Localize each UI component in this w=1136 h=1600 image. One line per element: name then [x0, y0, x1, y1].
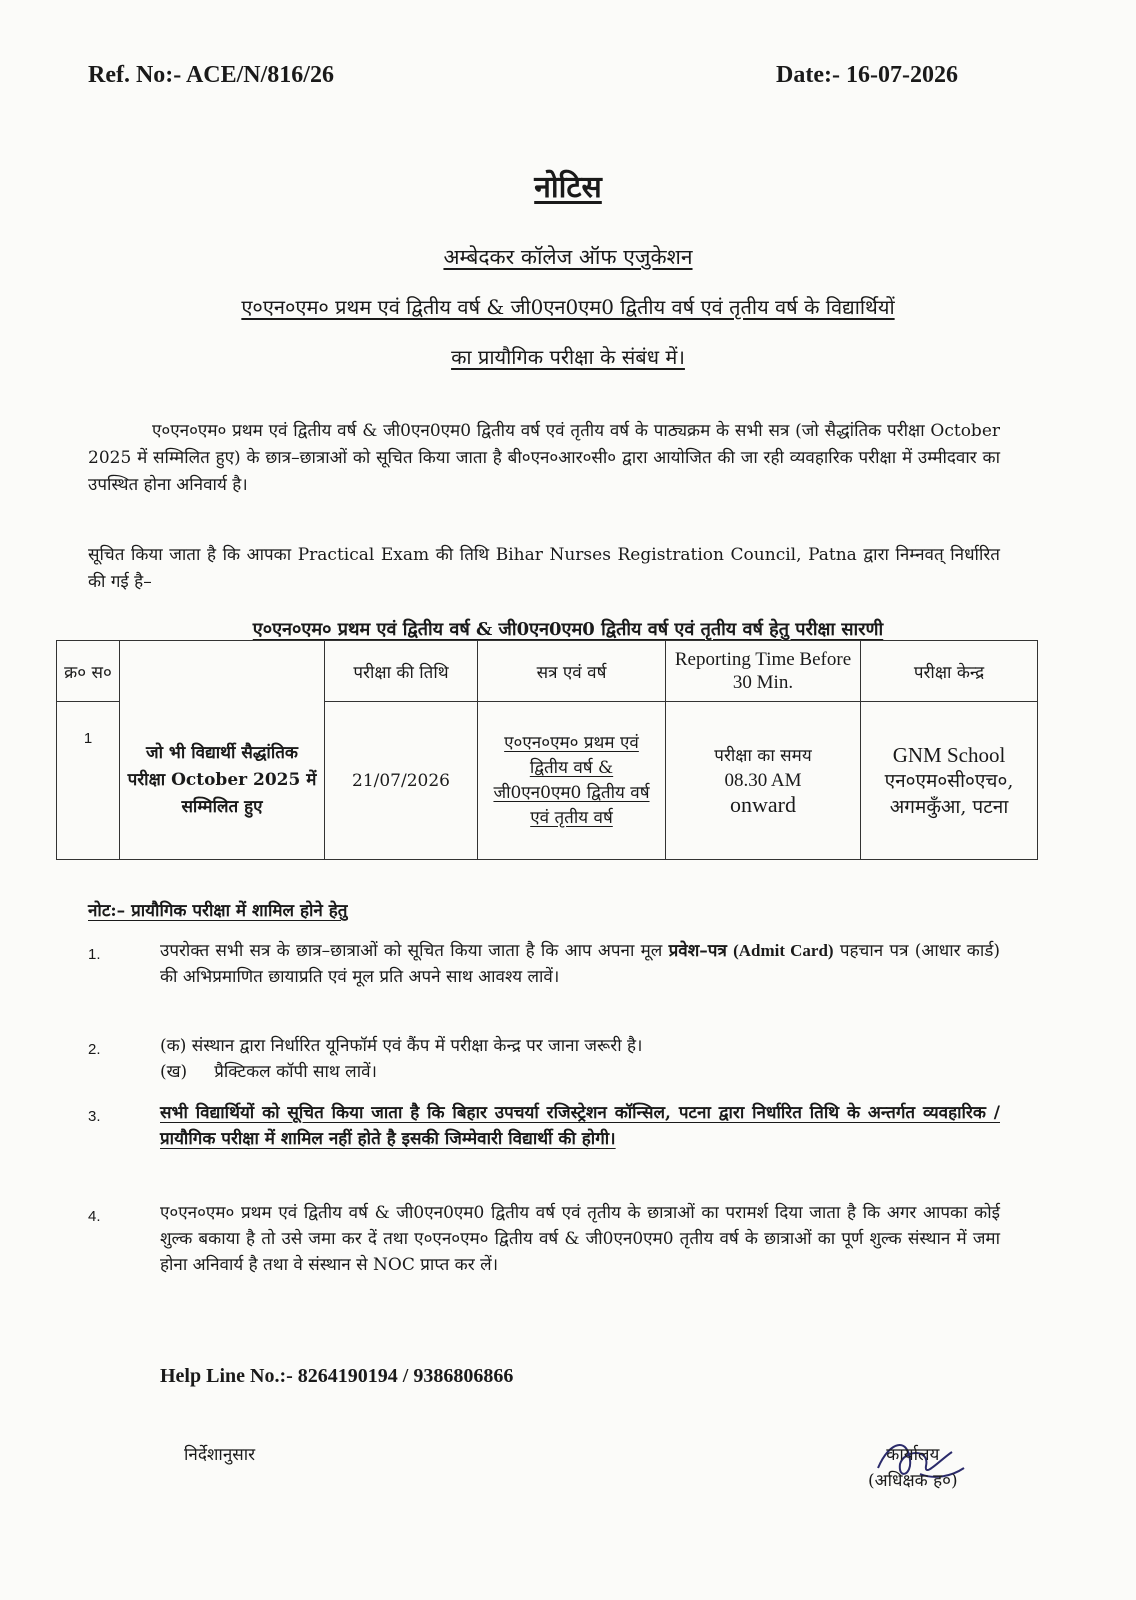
- centre-line-3: अगमकुँआ, पटना: [889, 795, 1009, 818]
- note-number-2: 2.: [88, 1041, 101, 1058]
- header-sno: क्र० स०: [57, 641, 120, 702]
- reference-number: Ref. No:- ACE/N/816/26: [88, 62, 334, 88]
- cell-exam-date: 21/07/2026: [325, 702, 478, 860]
- header-empty: [120, 641, 325, 702]
- intro-paragraph: ए०एन०एम० प्रथम एवं द्वितीय वर्ष & जी0एन0एम0 द्वितीय वर्ष एवं तृतीय वर्ष के पाठ्यक्रम के सभी सत्र (जो सैद्धांतिक परीक्षा October 2025 में सम्मिलित हुए) के छात्र–छात्राओं को सूचित किया जाता है बी०एन०आर०सी० द्वारा आयोजित की जा रही व्यवहारिक परीक्षा में उम्मीदवार का उपस्थित होना अनिवार्य है।: [88, 421, 1000, 495]
- office-block: [868, 1442, 958, 1494]
- note-item-2-line-1: (क) संस्थान द्वारा निर्धारित यूनिफॉर्म एवं कैंप में परीक्षा केन्द्र पर जाना जरूरी है।: [160, 1036, 643, 1056]
- cell-centre: [861, 702, 1038, 860]
- note-number-3: 3.: [88, 1108, 101, 1125]
- notice-title: नोटिस: [534, 170, 602, 205]
- exam-schedule-table: [56, 640, 1038, 860]
- note-item-1: उपरोक्त सभी सत्र के छात्र–छात्राओं को सूचित किया जाता है कि आप अपना मूल प्रवेश–पत्र (Admit Card) पहचान पत्र (आधार कार्ड) की अभिप्रमाणित छायाप्रति एवं मूल प्रति अपने साथ आवश्य लावें।: [160, 941, 1000, 987]
- centre-line-2: एन०एम०सी०एच०,: [884, 769, 1014, 792]
- cell-students: जो भी विद्यार्थी सैद्धांतिक परीक्षा October 2025 में सम्मिलित हुए: [120, 702, 325, 860]
- note-item-2-line-2: (ख) प्रैक्टिकल कॉपी साथ लावें।: [160, 1062, 377, 1082]
- superintendent-label: (अधिक्षक ह०): [868, 1471, 958, 1491]
- time-label: परीक्षा का समय: [714, 746, 812, 766]
- header-session: सत्र एवं वर्ष: [478, 641, 666, 702]
- office-label: कार्यालय: [886, 1445, 940, 1465]
- header-reporting-time: Reporting Time Before 30 Min.: [666, 641, 861, 702]
- notes-heading: नोट:– प्रायौगिक परीक्षा में शामिल होने हेतु: [88, 901, 348, 921]
- note-item-2: [160, 1033, 1000, 1085]
- college-name: अम्बेदकर कॉलेज ऑफ एजुकेशन: [443, 245, 693, 269]
- cell-sno: 1: [57, 702, 120, 860]
- subject-line-1: ए०एन०एम० प्रथम एवं द्वितीय वर्ष & जी0एन0एम0 द्वितीय वर्ष एवं तृतीय वर्ष के विद्यार्थियों: [241, 295, 895, 319]
- by-order-label: निर्देशानुसार: [184, 1445, 256, 1465]
- cell-session: ए०एन०एम० प्रथम एवं द्वितीय वर्ष & जी0एन0एम0 द्वितीय वर्ष एवं तृतीय वर्ष: [478, 702, 666, 860]
- table-caption: ए०एन०एम० प्रथम एवं द्वितीय वर्ष & जी0एन0एम0 द्वितीय वर्ष एवं तृतीय वर्ष हेतु परीक्षा सारणी: [252, 619, 884, 640]
- note-number-1: 1.: [88, 946, 101, 963]
- cell-time: [666, 702, 861, 860]
- subject-line-2: का प्रायौगिक परीक्षा के संबंध में।: [451, 345, 685, 369]
- header-exam-date: परीक्षा की तिथि: [325, 641, 478, 702]
- note-item-3: सभी विद्यार्थियों को सूचित किया जाता है कि बिहार उपचर्या रजिस्ट्रेशन कॉन्सिल, पटना द्वारा निर्धारित तिथि के अन्तर्गत व्यवहारिक / प्रायौगिक परीक्षा में शामिल नहीं होते है इसकी जिम्मेवारी विद्यार्थी की होगी।: [160, 1103, 1000, 1149]
- time-value: 08.30 AM: [724, 770, 802, 791]
- table-header-row: [57, 641, 1038, 702]
- schedule-paragraph: सूचित किया जाता है कि आपका Practical Exam की तिथि Bihar Nurses Registration Council, Patna द्वारा निम्नवत् निर्धारित की गई है–: [88, 545, 1000, 592]
- centre-line-1: GNM School: [892, 742, 1006, 767]
- notice-date: Date:- 16-07-2026: [776, 62, 958, 88]
- table-row: [57, 702, 1038, 860]
- time-suffix: onward: [730, 792, 796, 817]
- header-centre: परीक्षा केन्द्र: [861, 641, 1038, 702]
- note-item-4: ए०एन०एम० प्रथम एवं द्वितीय वर्ष & जी0एन0एम0 द्वितीय वर्ष एवं तृतीय के छात्राओं का परामर्श दिया जाता है कि अगर आपका कोई शुल्क बकाया है तो उसे जमा कर दें तथा ए०एन०एम० द्वितीय वर्ष & जी0एन0एम0 तृतीय वर्ष के छात्राओं का पूर्ण शुल्क संस्थान में जमा होना अनिवार्य है तथा वे संस्थान से NOC प्राप्त कर लें।: [160, 1203, 1000, 1275]
- note-number-4: 4.: [88, 1208, 101, 1225]
- helpline-number: Help Line No.:- 8264190194 / 9386806866: [160, 1365, 514, 1387]
